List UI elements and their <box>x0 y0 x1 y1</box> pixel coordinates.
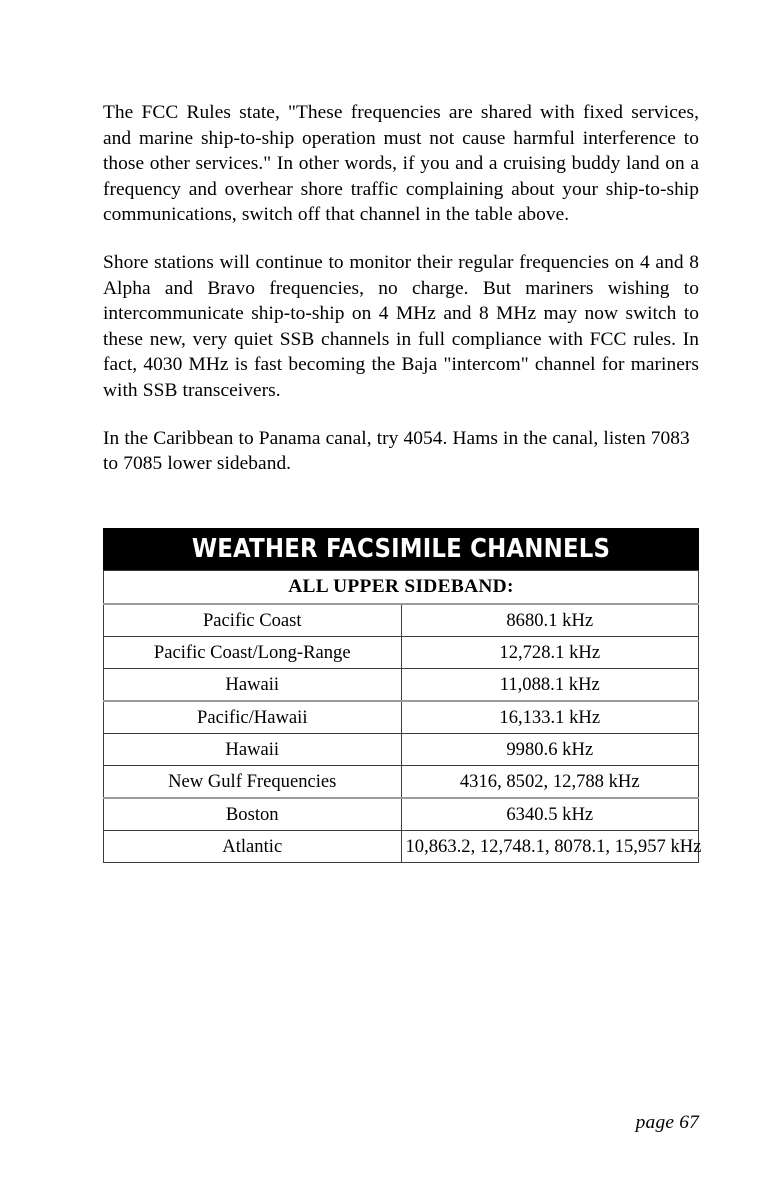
frequency-cell: 6340.5 kHz <box>401 798 699 831</box>
table-row <box>104 604 699 637</box>
frequency-cell: 10,863.2, 12,748.1, 8078.1, 15,957 kHz <box>401 831 699 863</box>
station-name-cell: Atlantic <box>104 831 402 863</box>
station-name-cell: Boston <box>104 798 402 831</box>
table-row <box>104 637 699 669</box>
frequency-cell: 4316, 8502, 12,788 kHz <box>401 766 699 799</box>
frequency-table-body <box>104 571 702 863</box>
paragraph-fcc-rules: The FCC Rules state, "These frequencies are shared with fixed services, and marine ship-to-ship operation must not cause harmful interference to those other services." In other words, if you and a cruising buddy land on a frequency and overhear shore traffic complaining about your ship-to-ship communications, switch off that channel in the table above. <box>103 102 699 226</box>
page-number: page 67 <box>635 1112 699 1133</box>
paragraph-caribbean: In the Caribbean to Panama canal, try 4054. Hams in the canal, listen 7083 to 7085 lower sideband. <box>103 427 690 475</box>
table-subheader-cell: ALL UPPER SIDEBAND: <box>104 571 699 605</box>
body-text-block <box>103 100 699 477</box>
table-row <box>104 766 699 799</box>
paragraph-shore-stations: Shore stations will continue to monitor their regular frequencies on 4 and 8 Alpha and Bravo frequencies, no charge. But mariners wishing to intercommunicate ship-to-ship on 4 MHz and 8 MHz may now switch to these new, very quiet SSB channels in full compliance with FCC rules. In fact, 4030 MHz is fast becoming the Baja "intercom" channel for mariners with SSB transceivers. <box>103 251 699 401</box>
station-name-cell: Hawaii <box>104 669 402 702</box>
weather-facsimile-channels-table <box>103 528 702 863</box>
table-row <box>104 798 699 831</box>
frequency-cell: 16,133.1 kHz <box>401 701 699 734</box>
station-name-cell: Hawaii <box>104 734 402 766</box>
table-title: WEATHER FACSIMILE CHANNELS <box>139 528 663 570</box>
frequency-cell: 11,088.1 kHz <box>401 669 699 702</box>
table-row <box>104 701 699 734</box>
table-row <box>104 669 699 702</box>
station-name-cell: Pacific Coast/Long-Range <box>104 637 402 669</box>
table-row <box>104 831 699 863</box>
frequency-table <box>103 570 702 863</box>
table-subheader-row <box>104 571 699 605</box>
table-title-banner <box>103 528 699 570</box>
station-name-cell: Pacific Coast <box>104 604 402 637</box>
station-name-cell: New Gulf Frequencies <box>104 766 402 799</box>
table-row <box>104 734 699 766</box>
station-name-cell: Pacific/Hawaii <box>104 701 402 734</box>
frequency-cell: 9980.6 kHz <box>401 734 699 766</box>
frequency-cell: 8680.1 kHz <box>401 604 699 637</box>
frequency-cell: 12,728.1 kHz <box>401 637 699 669</box>
